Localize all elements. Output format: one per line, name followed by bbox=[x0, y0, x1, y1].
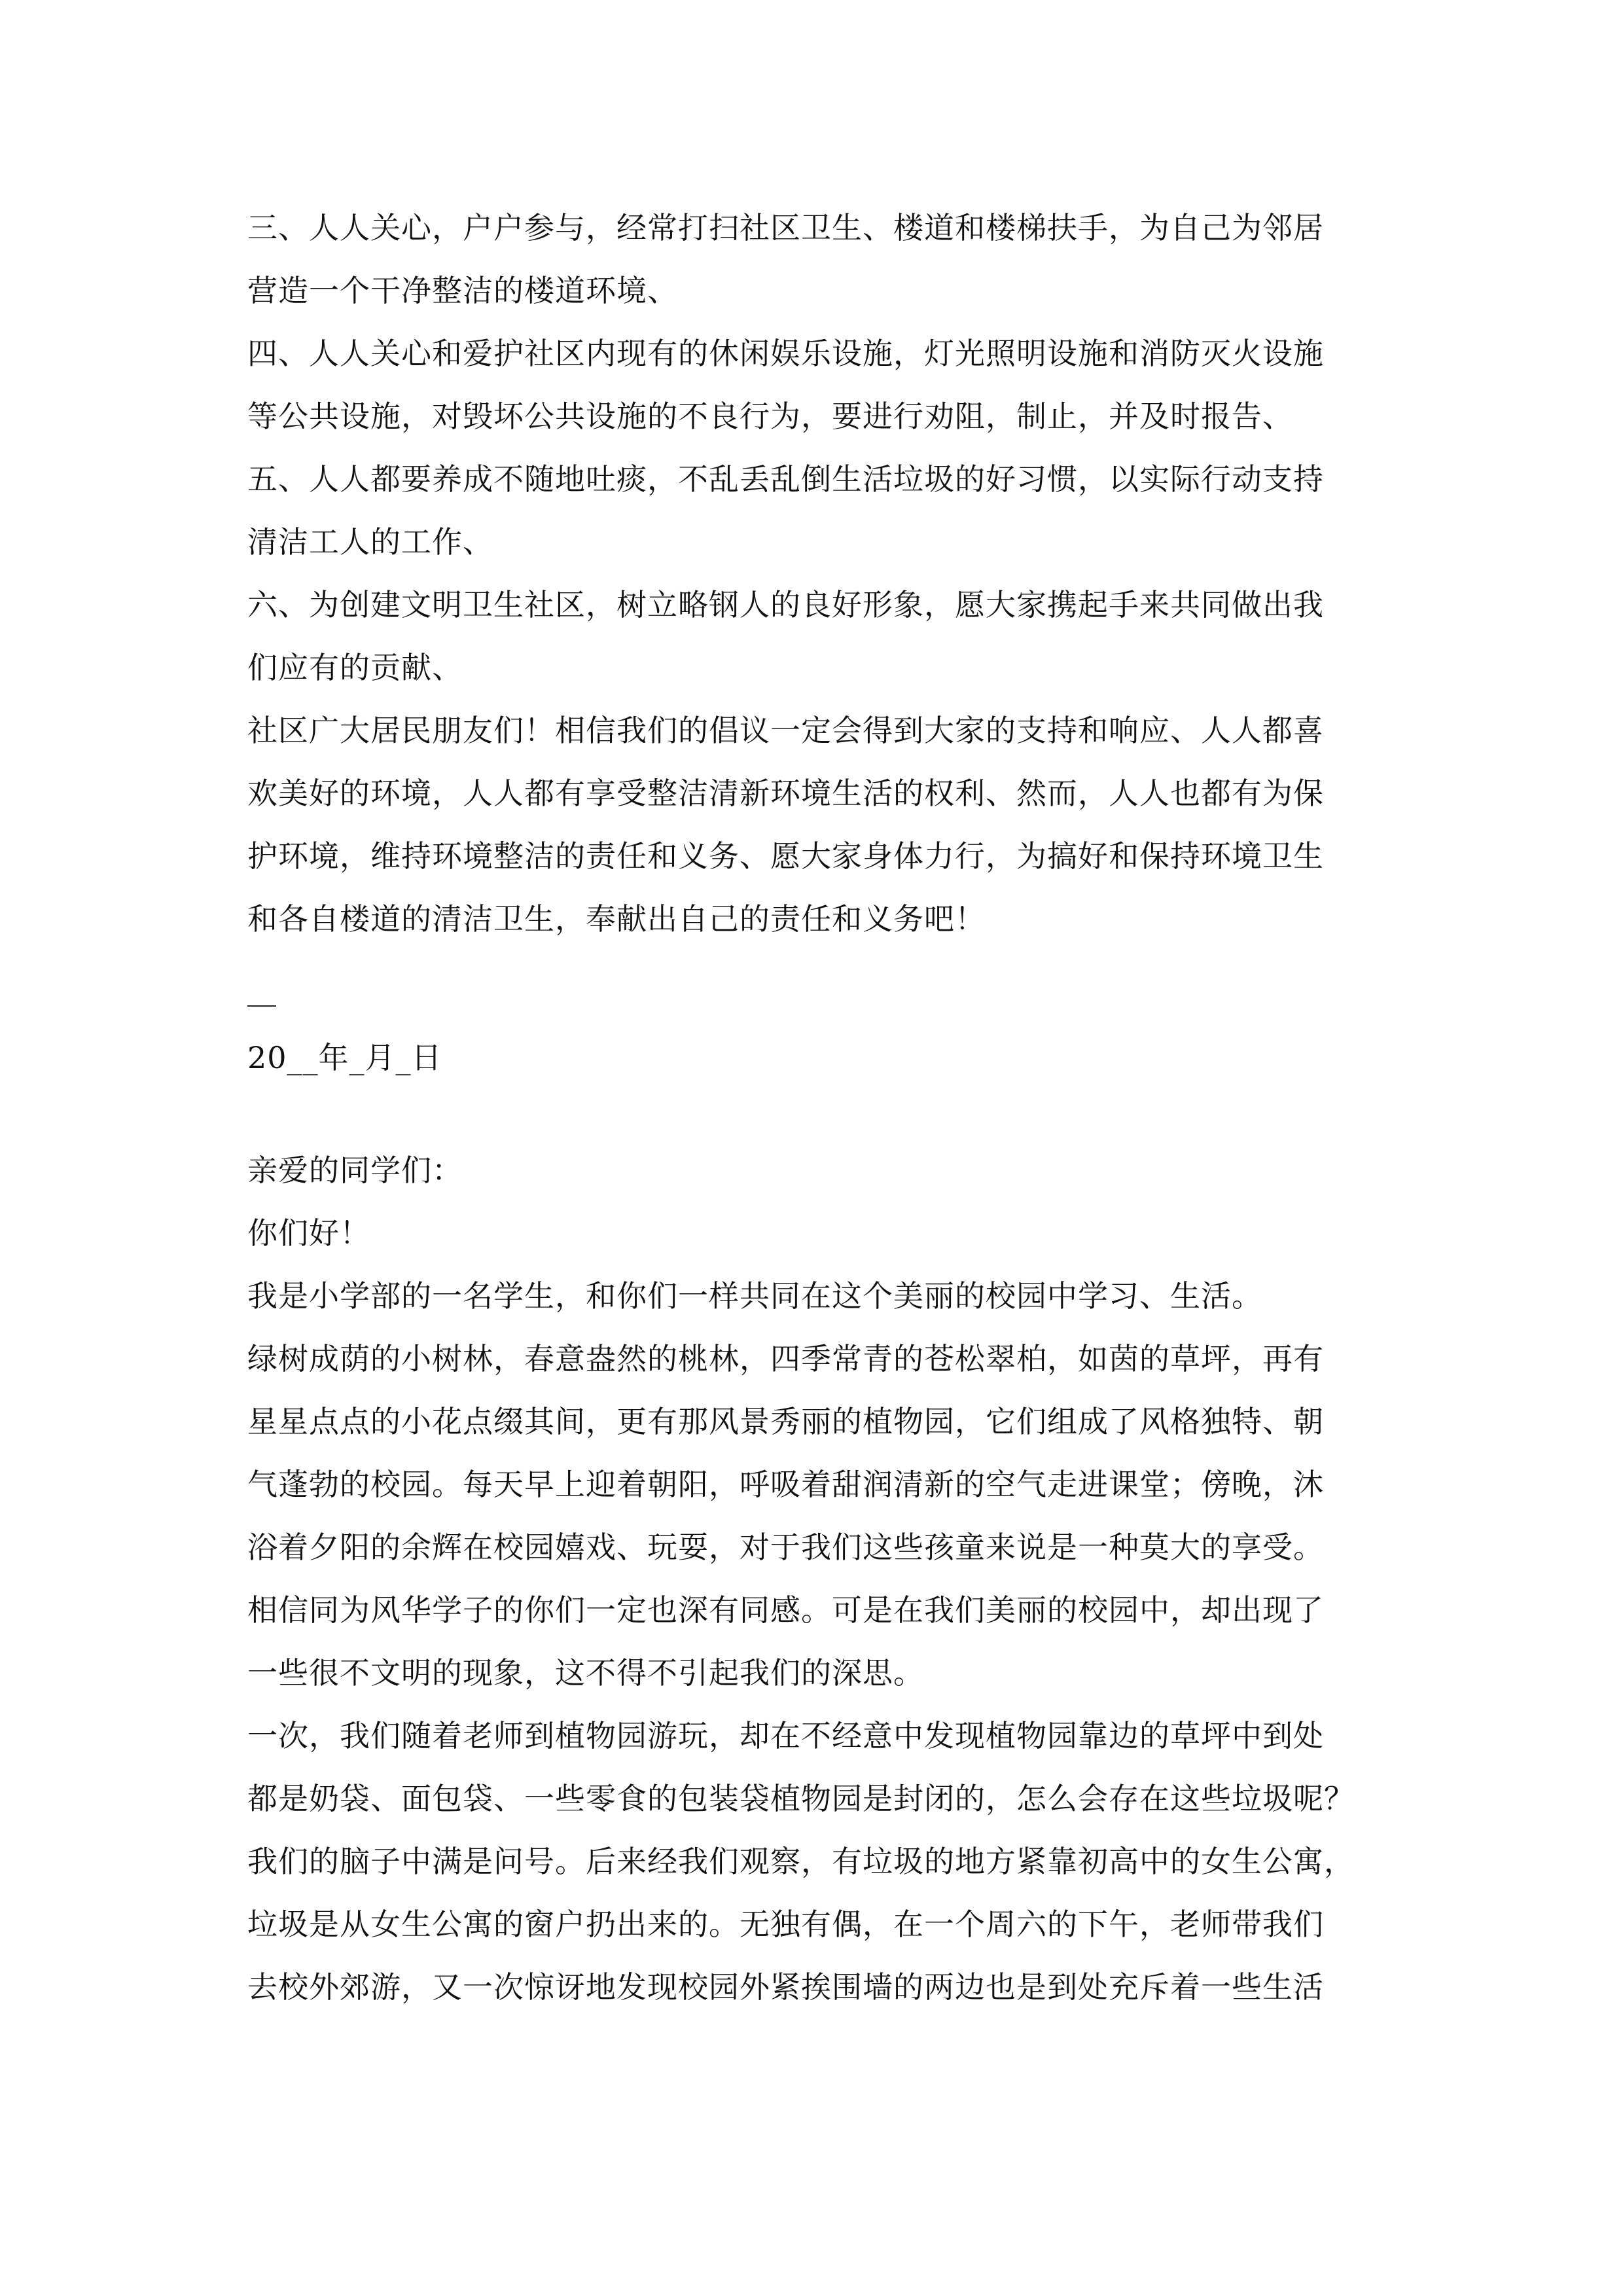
text-line: 社区广大居民朋友们！相信我们的倡议一定会得到大家的支持和响应、人人都喜 bbox=[247, 713, 1324, 748]
text-line: 垃圾是从女生公寓的窗户扔出来的。无独有偶，在一个周六的下午，老师带我们 bbox=[247, 1907, 1324, 1942]
text-line: 相信同为风华学子的你们一定也深有同感。可是在我们美丽的校园中，却出现了 bbox=[247, 1592, 1324, 1628]
text-line: 星星点点的小花点缀其间，更有那风景秀丽的植物园，它们组成了风格独特、朝 bbox=[247, 1404, 1324, 1439]
text-line: 清洁工人的工作、 bbox=[247, 524, 493, 560]
greeting-line: 亲爱的同学们： bbox=[247, 1153, 463, 1188]
text-line: 等公共设施，对毁坏公共设施的不良行为，要进行劝阻，制止，并及时报告、 bbox=[247, 399, 1293, 434]
text-line: 护环境，维持环境整洁的责任和义务、愿大家身体力行，为搞好和保持环境卫生 bbox=[247, 838, 1324, 874]
text-line: 一次，我们随着老师到植物园游玩，却在不经意中发现植物园靠边的草坪中到处 bbox=[247, 1718, 1324, 1753]
text-line: 欢美好的环境，人人都有享受整洁清新环境生活的权利、然而，人人也都有为保 bbox=[247, 776, 1324, 811]
text-line: 三、人人关心，户户参与，经常打扫社区卫生、楼道和楼梯扶手，为自己为邻居 bbox=[247, 210, 1324, 245]
signature-blank-line bbox=[247, 1005, 276, 1007]
text-line: 营造一个干净整洁的楼道环境、 bbox=[247, 273, 678, 308]
text-line: 气蓬勃的校园。每天早上迎着朝阳，呼吸着甜润清新的空气走进课堂；傍晚，沐 bbox=[247, 1467, 1324, 1502]
letter-text-section bbox=[247, 1139, 1386, 2018]
text-line: 和各自楼道的清洁卫生，奉献出自己的责任和义务吧！ bbox=[247, 901, 986, 937]
text-line: 我们的脑子中满是问号。后来经我们观察，有垃圾的地方紧靠初高中的女生公寓， bbox=[247, 1844, 1355, 1879]
text-line: 你们好！ bbox=[247, 1215, 370, 1251]
text-line: 一些很不文明的现象，这不得不引起我们的深思。 bbox=[247, 1655, 924, 1691]
text-line: 去校外郊游，又一次惊讶地发现校园外紧挨围墙的两边也是到处充斥着一些生活 bbox=[247, 1969, 1324, 2005]
date-section bbox=[247, 1026, 1386, 1089]
text-line: 们应有的贡献、 bbox=[247, 650, 463, 685]
proposal-text-section bbox=[247, 196, 1386, 950]
date-line: 20__年_月_日 bbox=[247, 1040, 442, 1075]
text-line: 绿树成荫的小树林，春意盎然的桃林，四季常青的苍松翠柏，如茵的草坪，再有 bbox=[247, 1341, 1324, 1376]
text-line: 浴着夕阳的余辉在校园嬉戏、玩耍，对于我们这些孩童来说是一种莫大的享受。 bbox=[247, 1530, 1324, 1565]
text-line: 五、人人都要养成不随地吐痰，不乱丢乱倒生活垃圾的好习惯，以实际行动支持 bbox=[247, 461, 1324, 497]
text-line: 我是小学部的一名学生，和你们一样共同在这个美丽的校园中学习、生活。 bbox=[247, 1278, 1262, 1314]
text-line: 四、人人关心和爱护社区内现有的休闲娱乐设施，灯光照明设施和消防灭火设施 bbox=[247, 336, 1324, 371]
text-line: 六、为创建文明卫生社区，树立略钢人的良好形象，愿大家携起手来共同做出我 bbox=[247, 587, 1324, 622]
text-line: 都是奶袋、面包袋、一些零食的包装袋植物园是封闭的，怎么会存在这些垃圾呢？ bbox=[247, 1781, 1355, 1816]
